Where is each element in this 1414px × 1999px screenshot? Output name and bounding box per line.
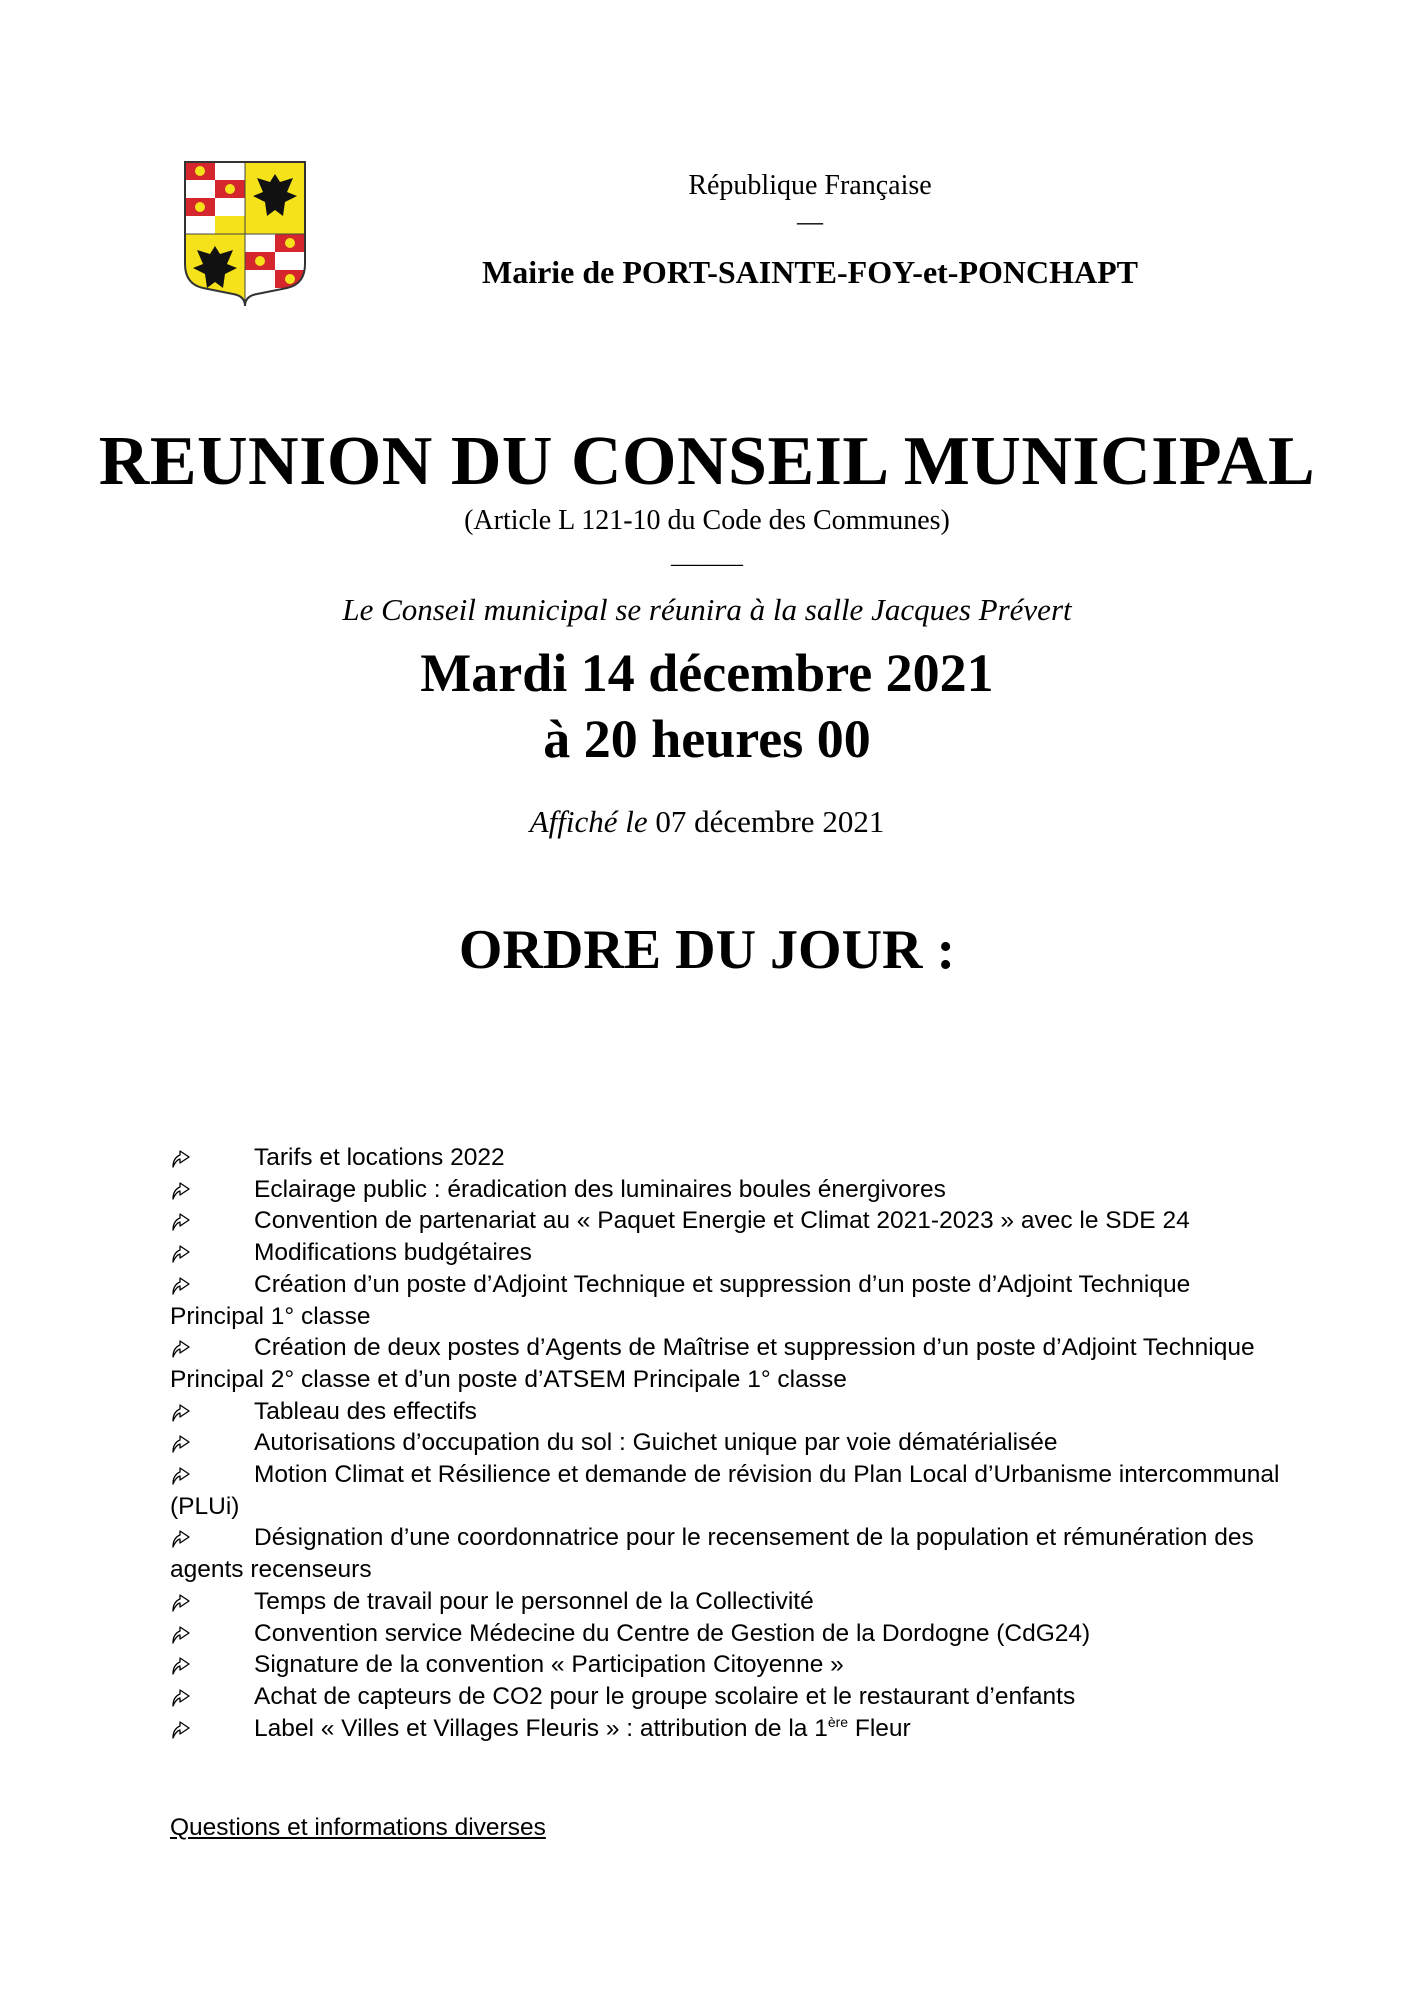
agenda-item-text: Motion Climat et Résilience et demande de révision du Plan Local d’Urbanisme intercommunal (PLUi) [170, 1461, 1280, 1520]
agenda-item [170, 1269, 1280, 1332]
posted-label: Affiché le [529, 804, 648, 839]
republic-label: République Française [688, 170, 932, 201]
meeting-location: Le Conseil municipal se réunira à la salle Jacques Prévert [342, 592, 1072, 627]
agenda-item-text: Tableau des effectifs [254, 1397, 477, 1425]
agenda-item [170, 1205, 1280, 1237]
agenda-item [170, 1427, 1280, 1459]
article-reference: (Article L 121-10 du Code des Communes) [464, 505, 950, 536]
hand-arrow-icon [170, 1592, 192, 1614]
agenda-item-text-end: Fleur [848, 1714, 911, 1742]
hand-arrow-icon [170, 1243, 192, 1265]
agenda-item [170, 1332, 1280, 1395]
meeting-date: Mardi 14 décembre 2021 [420, 643, 994, 703]
agenda-title: ORDRE DU JOUR : [458, 919, 956, 981]
agenda-item [170, 1459, 1280, 1522]
agenda-item [170, 1396, 1280, 1428]
hand-arrow-icon [170, 1148, 192, 1170]
hand-arrow-icon [170, 1655, 192, 1677]
header [380, 168, 1240, 292]
agenda-item-text: Temps de travail pour le personnel de la Collectivité [254, 1587, 814, 1615]
agenda-item-text: Signature de la convention « Participation Citoyenne » [254, 1651, 844, 1679]
agenda-item [170, 1586, 1280, 1618]
agenda-item [170, 1142, 1280, 1174]
agenda-item [170, 1618, 1280, 1650]
hand-arrow-icon [170, 1211, 192, 1233]
hand-arrow-icon [170, 1433, 192, 1455]
hand-arrow-icon [170, 1528, 192, 1550]
agenda-item-text: Autorisations d’occupation du sol : Guichet unique par voie dématérialisée [254, 1429, 1058, 1457]
title-block [0, 420, 1414, 984]
page-title: REUNION DU CONSEIL MUNICIPAL [98, 423, 1316, 500]
hand-arrow-icon [170, 1275, 192, 1297]
hand-arrow-icon [170, 1687, 192, 1709]
ordinal-superscript: ère [827, 1713, 849, 1730]
posted-date: 07 décembre 2021 [655, 804, 885, 839]
agenda-item-text: Convention de partenariat au « Paquet Energie et Climat 2021-2023 » avec le SDE 24 [254, 1207, 1190, 1235]
title-separator: ______ [671, 543, 743, 569]
hand-arrow-icon [170, 1338, 192, 1360]
agenda-item-text: Convention service Médecine du Centre de Gestion de la Dordogne (CdG24) [254, 1619, 1091, 1647]
agenda-item-text: Création de deux postes d’Agents de Maîtrise et suppression d’un poste d’Adjoint Technique Principal 2° classe et d’un poste d’ATSEM Principale 1° classe [170, 1334, 1255, 1393]
agenda-item [170, 1522, 1280, 1585]
agenda-item [170, 1174, 1280, 1206]
posted-date-line [0, 802, 1414, 842]
agenda-item [170, 1713, 1280, 1745]
hand-arrow-icon [170, 1624, 192, 1646]
hand-arrow-icon [170, 1465, 192, 1487]
hand-arrow-icon [170, 1180, 192, 1202]
agenda-item [170, 1681, 1280, 1713]
agenda-list [170, 1142, 1280, 1744]
header-dash: — [797, 207, 823, 236]
hand-arrow-icon [170, 1402, 192, 1424]
agenda-item-text: Modifications budgétaires [254, 1239, 532, 1267]
agenda-item-text: Achat de capteurs de CO2 pour le groupe scolaire et le restaurant d’enfants [254, 1682, 1076, 1710]
agenda-item [170, 1649, 1280, 1681]
agenda-item-text: Désignation d’une coordonnatrice pour le recensement de la population et rémunération des agents recenseurs [170, 1524, 1254, 1584]
agenda-item-text: Label « Villes et Villages Fleuris » : attribution de la 1 [254, 1714, 828, 1742]
meeting-time: à 20 heures 00 [543, 709, 871, 769]
questions-heading: Questions et informations diverses [170, 1814, 546, 1841]
agenda-item [170, 1237, 1280, 1269]
agenda-item-text: Tarifs et locations 2022 [254, 1144, 505, 1171]
agenda-item-text: Création d’un poste d’Adjoint Technique et suppression d’un poste d’Adjoint Technique Principal 1° classe [170, 1270, 1191, 1330]
agenda-item-text: Eclairage public : éradication des luminaires boules énergivores [254, 1175, 946, 1203]
mairie-name: Mairie de PORT-SAINTE-FOY-et-PONCHAPT [481, 254, 1138, 290]
hand-arrow-icon [170, 1719, 192, 1741]
coat-of-arms-logo [183, 160, 307, 308]
